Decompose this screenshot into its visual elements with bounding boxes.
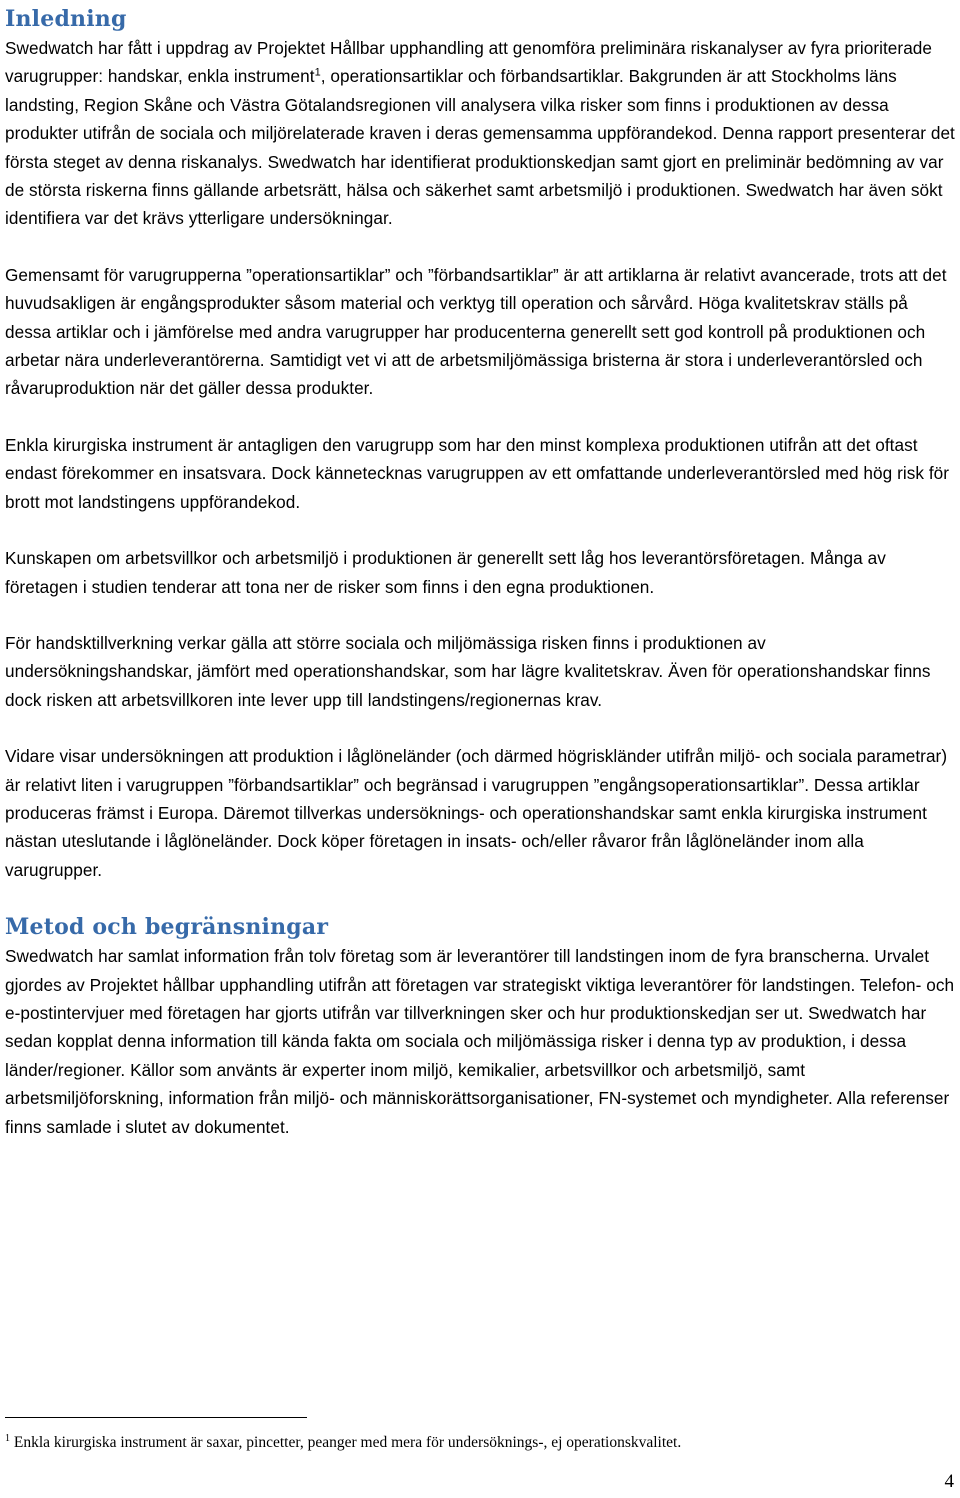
- section-heading-inledning: Inledning: [5, 6, 127, 32]
- paragraph-low-wage-countries: Vidare visar undersökningen att produktion i låglöneländer (och därmed högriskländer utifrån miljö- och sociala parametrar) är relativt liten i varugruppen ”förbandsartiklar” och begränsad i varugruppen ”engångsoperationsartiklar”. Dessa artiklar produceras främst i Europa. Däremot tillverkas undersöknings- och operationshandskar samt enkla kirurgiska instrument nästan uteslutande i låglöneländer. Dock köper företagen in insats- och/eller råvaror från låglöneländer inom alla varugrupper.: [5, 746, 948, 880]
- paragraph-operation-articles: Gemensamt för varugrupperna ”operationsartiklar” och ”förbandsartiklar” är att artiklarna är relativt avancerade, trots att det huvudsakligen är engångsprodukter såsom material och verktyg till operation och sårvård. Höga kvalitetskrav ställs på dessa artiklar och i jämförelse med andra varugrupper har producenterna generellt sett god kontroll på produktionen och arbetar nära underleverantörerna. Samtidigt vet vi att de arbetsmiljömässiga bristerna är stora i underleverantörsled och råvaruproduktion när det gäller dessa produkter.: [5, 264, 947, 399]
- footnote-reference[interactable]: 1: [314, 66, 321, 79]
- paragraph-method: Swedwatch har samlat information från tolv företag som är leverantörer till landstingen inom de fyra branscherna. Urvalet gjordes av Projektet hållbar upphandling utifrån att företagen var strategiskt viktiga leverantörer för landstingen. Telefon- och e-postintervjuer med företagen har gjorts utifrån var tillverkningen sker och hur produktionskedjan ser ut. Swedwatch har sedan kopplat denna information till kända fakta om sociala och miljömässiga risker i denna typ av produktion, i dessa länder/regioner. Källor som använts är experter inom miljö, kemikalier, arbetsvillkor och arbetsmiljö, samt arbetsmiljöforskning, information från miljö- och människorättsorganisationer, FN-systemet och myndigheter. Alla referenser finns samlade i slutet av dokumentet.: [5, 946, 955, 1137]
- paragraph-surgical-instruments: Enkla kirurgiska instrument är antagligen den varugrupp som har den minst komplexa produktionen utifrån att det oftast endast förekommer en insatsvara. Dock kännetecknas varugruppen av ett omfattande underleverantörsled med hög risk för brott mot landstingens uppförandekod.: [5, 434, 950, 512]
- section-heading-metod: Metod och begränsningar: [5, 914, 329, 941]
- paragraph-intro-part2: , operationsartiklar och förbandsartiklar. Bakgrunden är att Stockholms läns landsting, Region Skåne och Västra Götalandsregionen vill analysera vilka risker som finns i produktionen av dessa produkter utifrån de sociala och miljörelaterade kraven i deras gemensamma uppförandekod. Denna rapport presenterar det första steget av denna riskanalys. Swedwatch har identifierat produktionskedjan samt gjort en preliminär bedömning av var de största riskerna finns gällande arbetsrätt, hälsa och säkerhet samt arbetsmiljö i produktionen. Swedwatch har även sökt identifiera var det krävs ytterligare undersökningar.: [5, 66, 955, 229]
- footnote-text: Enkla kirurgiska instrument är saxar, pincetter, peanger med mera för undersöknings-, ej operationskvalitet.: [10, 1434, 682, 1451]
- footnote-separator: [5, 1417, 307, 1418]
- footnote-number: 1: [5, 1432, 10, 1444]
- paragraph-gloves: För handsktillverkning verkar gälla att större sociala och miljömässiga risken finns i produktionen av undersökningshandskar, jämfört med operationshandskar, som har lägre kvalitetskrav. Även för operationshandskar finns dock risken att arbetsvillkoren inte lever upp till landstingens/regionernas krav.: [5, 632, 931, 710]
- document-page: [5, 0, 957, 1169]
- page-number: 4: [944, 1471, 954, 1492]
- paragraph-intro-part1: Swedwatch har fått i uppdrag av Projektet Hållbar upphandling att genomföra preliminära riskanalyser av fyra prioriterade varugrupper: handskar, enkla instrument: [5, 38, 933, 87]
- paragraph-knowledge: Kunskapen om arbetsvillkor och arbetsmiljö i produktionen är generellt sett låg hos leverantörsföretagen. Många av företagen i studien tenderar att tona ner de risker som finns i den egna produktionen.: [5, 548, 886, 597]
- paragraph-intro: [5, 34, 957, 233]
- footnote: [5, 1432, 681, 1454]
